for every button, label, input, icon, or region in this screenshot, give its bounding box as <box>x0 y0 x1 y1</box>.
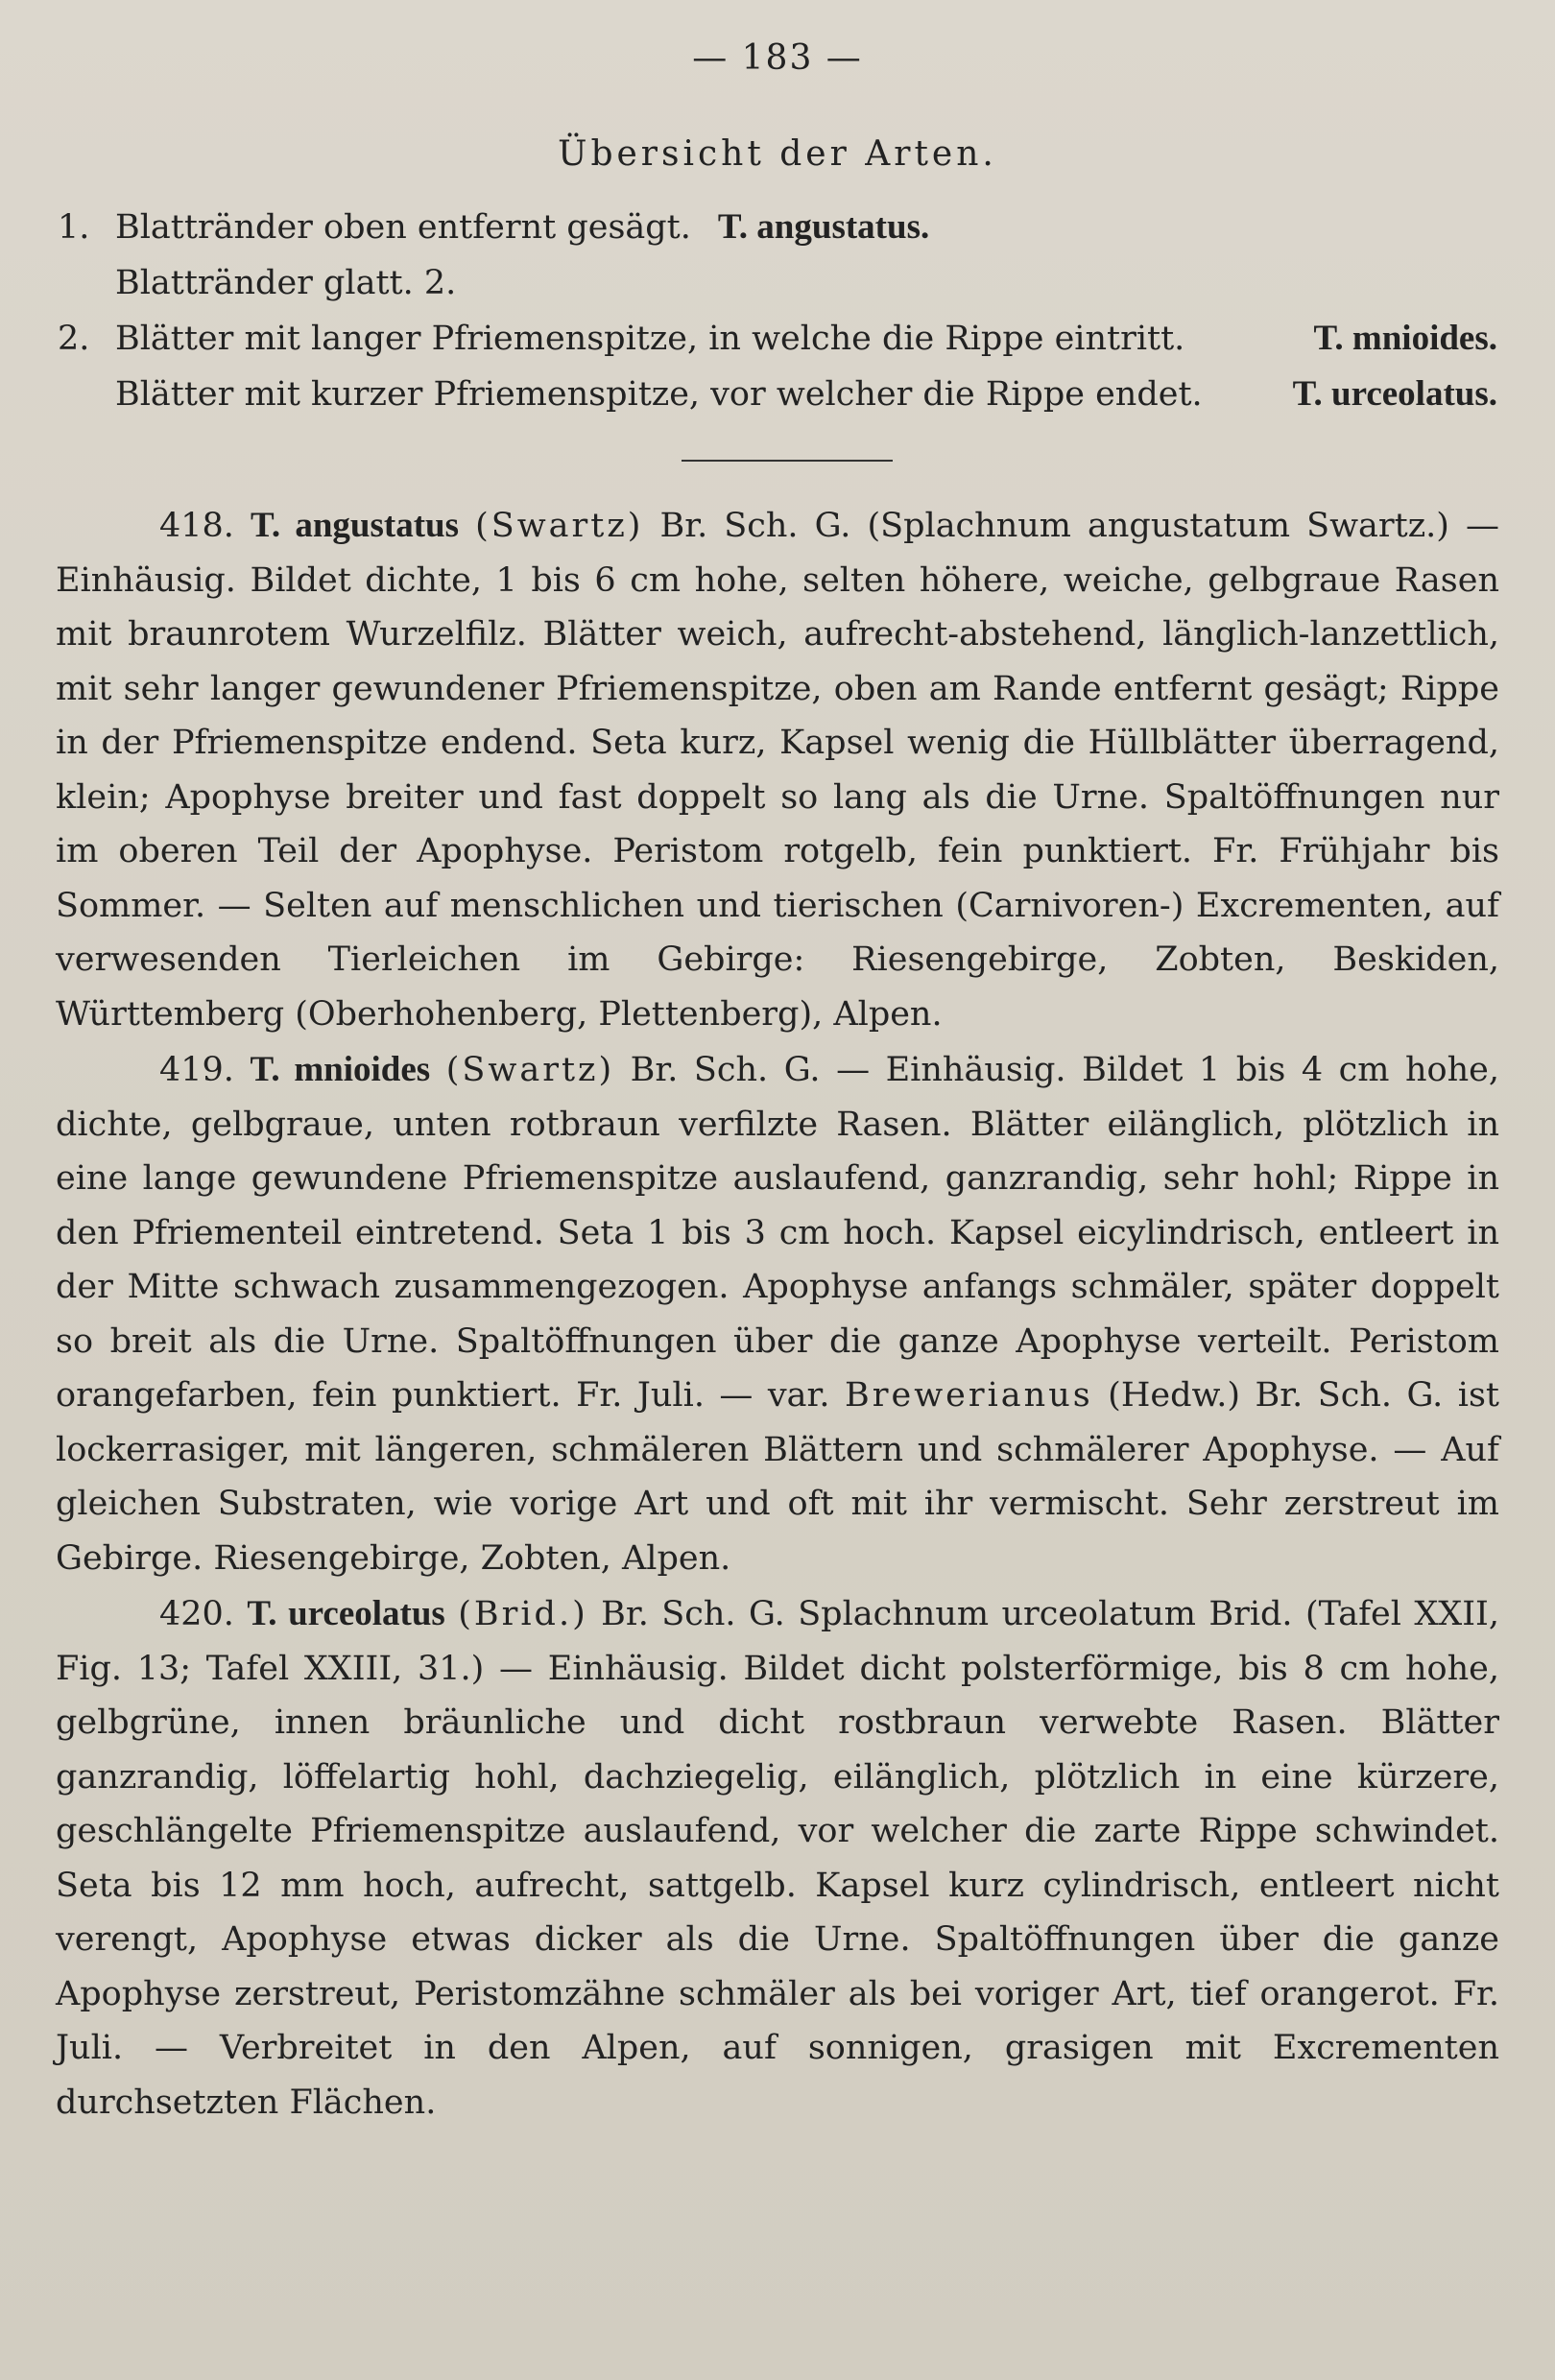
entry-number: 418. <box>159 507 234 545</box>
section-title: Übersicht der Arten. <box>558 134 997 174</box>
key-number: 1. <box>58 208 90 247</box>
species-entry <box>56 499 1499 1041</box>
species-name: T. urceolatus <box>247 1594 445 1633</box>
key-text: Blätter mit kurzer Pfriemenspitze, vor welcher die Rippe endet. <box>115 375 1203 414</box>
key-text: Blätter mit langer Pfriemenspitze, in welche die Rippe eintritt. <box>115 320 1185 358</box>
key-number: 2. <box>58 320 90 358</box>
key-line <box>58 255 1497 311</box>
key-text: Blattränder glatt. 2. <box>115 264 457 302</box>
key-target: T. mnioides. <box>1313 319 1497 358</box>
section-divider <box>682 460 893 462</box>
key-line <box>58 367 1497 422</box>
key-target: T. angustatus. <box>717 207 930 247</box>
key-line <box>58 311 1497 367</box>
species-entries <box>56 499 1499 2130</box>
species-name: T. mnioides <box>250 1050 431 1089</box>
species-author: (Swartz) <box>475 507 644 545</box>
entry-number: 420. <box>159 1595 234 1633</box>
entry-number: 419. <box>159 1051 234 1089</box>
identification-key <box>58 200 1497 422</box>
species-author: (Brid.) <box>458 1595 588 1633</box>
species-author: (Swartz) <box>445 1051 615 1089</box>
entry-text: Br. Sch. G. — Einhäusig. Bildet 1 bis 4 cm hohe, dichte, gelbgraue, unten rotbraun verfilzte Rasen. Blätter eilänglich, plötzlich in eine lange gewundene Pfriemenspitze auslaufend, ganzrandig, sehr hohl; Rippe in den Pfriementeil eintretend. Seta 1 bis 3 cm hoch. Kapsel eicylindrisch, entleert in der Mitte schwach zusammengezogen. Apophyse anfangs schmäler, später doppelt so breit als die Urne. Spaltöffnungen über die ganze Apophyse verteilt. Peristom orangefarben, fein punktiert. Fr. Juli. — var. <box>56 1051 1499 1415</box>
key-line <box>58 200 1497 255</box>
entry-text: Br. Sch. G. Splachnum urceolatum Brid. (Tafel XXII, Fig. 13; Tafel XXIII, 31.) — Einhäusig. Bildet dicht polsterförmige, bis 8 cm hohe, gelbgrüne, innen bräunliche und dicht rostbraun verwebte Rasen. Blätter ganzrandig, löffelartig hohl, dachziegelig, eilänglich, plötzlich in eine kürzere, geschlängelte Pfriemenspitze auslaufend, vor welcher die zarte Rippe schwindet. Seta bis 12 mm hoch, aufrecht, sattgelb. Kapsel kurz cylindrisch, entleert nicht verengt, Apophyse etwas dicker als die Urne. Spaltöffnungen über die ganze Apophyse zerstreut, Peristomzähne schmäler als bei voriger Art, tief orangerot. Fr. Juli. — Verbreitet in den Alpen, auf sonnigen, grasigen mit Excrementen durchsetzten Flächen. <box>56 1595 1499 2122</box>
entry-text: Br. Sch. G. (Splachnum angustatum Swartz.) — Einhäusig. Bildet dichte, 1 bis 6 cm hohe, selten höhere, weiche, gelbgraue Rasen mit braunrotem Wurzelfilz. Blätter weich, aufrecht-abstehend, länglich-lanzettlich, mit sehr langer gewundener Pfriemenspitze, oben am Rande entfernt gesägt; Rippe in der Pfriemenspitze endend. Seta kurz, Kapsel wenig die Hüllblätter überragend, klein; Apophyse breiter und fast doppelt so lang als die Urne. Spaltöffnungen nur im oberen Teil der Apophyse. Peristom rotgelb, fein punktiert. Fr. Frühjahr bis Sommer. — Selten auf menschlichen und tierischen (Carnivoren-) Excrementen, auf verwesenden Tierleichen im Gebirge: Riesengebirge, Zobten, Beskiden, Württemberg (Oberhohenberg, Plettenberg), Alpen. <box>56 507 1499 1034</box>
species-name: T. angustatus <box>251 506 460 545</box>
variety-name: Brewerianus <box>845 1376 1093 1415</box>
page-number: — 183 — <box>692 38 863 78</box>
key-text: Blattränder oben entfernt gesägt. <box>115 208 691 247</box>
species-entry <box>56 1587 1499 2130</box>
entry-text: (Hedw.) Br. Sch. G. ist lockerrasiger, mit längeren, schmäleren Blättern und schmälerer Apophyse. — Auf gleichen Substraten, wie vorige Art und oft mit ihr vermischt. Sehr zerstreut im Gebirge. Riesengebirge, Zobten, Alpen. <box>56 1376 1499 1578</box>
species-entry <box>56 1043 1499 1585</box>
key-target: T. urceolatus. <box>1292 374 1497 414</box>
